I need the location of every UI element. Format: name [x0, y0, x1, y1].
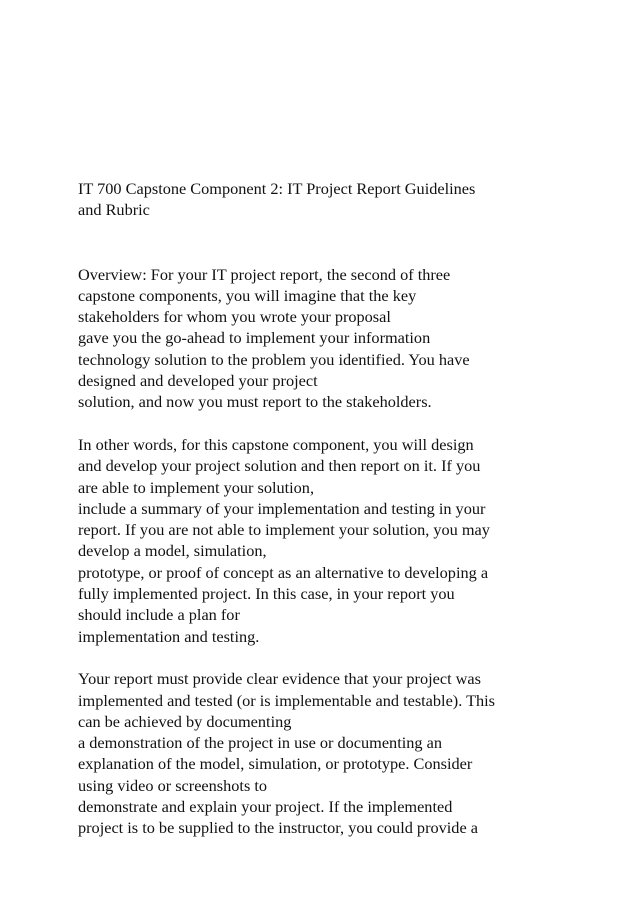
- spacer: [78, 221, 598, 264]
- title-line: and Rubric: [78, 200, 150, 220]
- text-line: develop a model, simulation,: [78, 541, 267, 561]
- text-line: and develop your project solution and then report on it. If you: [78, 456, 481, 476]
- overview-paragraph: [78, 264, 598, 413]
- text-line: report. If you are not able to implement your solution, you may: [78, 520, 490, 540]
- text-line: capstone components, you will imagine that the key: [78, 285, 417, 305]
- document-title: [78, 178, 598, 221]
- text-line: are able to implement your solution,: [78, 477, 315, 497]
- spacer: [78, 413, 598, 434]
- text-line: fully implemented project. In this case, in your report you: [78, 584, 455, 604]
- text-line: Your report must provide clear evidence that your project was: [78, 669, 481, 689]
- text-line: Overview: For your IT project report, the second of three: [78, 264, 451, 284]
- text-line: designed and developed your project: [78, 371, 318, 391]
- text-line: should include a plan for: [78, 605, 240, 625]
- text-line: prototype, or proof of concept as an alternative to developing a: [78, 562, 489, 582]
- document-body: [78, 178, 598, 839]
- text-line: can be achieved by documenting: [78, 711, 292, 731]
- text-line: In other words, for this capstone component, you will design: [78, 434, 474, 454]
- text-line: implementation and testing.: [78, 626, 260, 646]
- other-words-paragraph: [78, 434, 598, 647]
- text-line: explanation of the model, simulation, or prototype. Consider: [78, 754, 473, 774]
- spacer: [78, 647, 598, 668]
- text-line: project is to be supplied to the instructor, you could provide a: [78, 818, 478, 838]
- text-line: gave you the go-ahead to implement your information: [78, 328, 431, 348]
- text-line: technology solution to the problem you identified. You have: [78, 349, 470, 369]
- text-line: a demonstration of the project in use or documenting an: [78, 733, 442, 753]
- title-line: IT 700 Capstone Component 2: IT Project Report Guidelines: [78, 179, 476, 198]
- text-line: stakeholders for whom you wrote your proposal: [78, 307, 391, 327]
- text-line: using video or screenshots to: [78, 775, 268, 795]
- text-line: include a summary of your implementation and testing in your: [78, 498, 486, 518]
- report-evidence-paragraph: [78, 668, 598, 838]
- text-line: implemented and tested (or is implementable and testable). This: [78, 690, 496, 710]
- text-line: demonstrate and explain your project. If the implemented: [78, 797, 453, 817]
- text-line: solution, and now you must report to the stakeholders.: [78, 392, 432, 412]
